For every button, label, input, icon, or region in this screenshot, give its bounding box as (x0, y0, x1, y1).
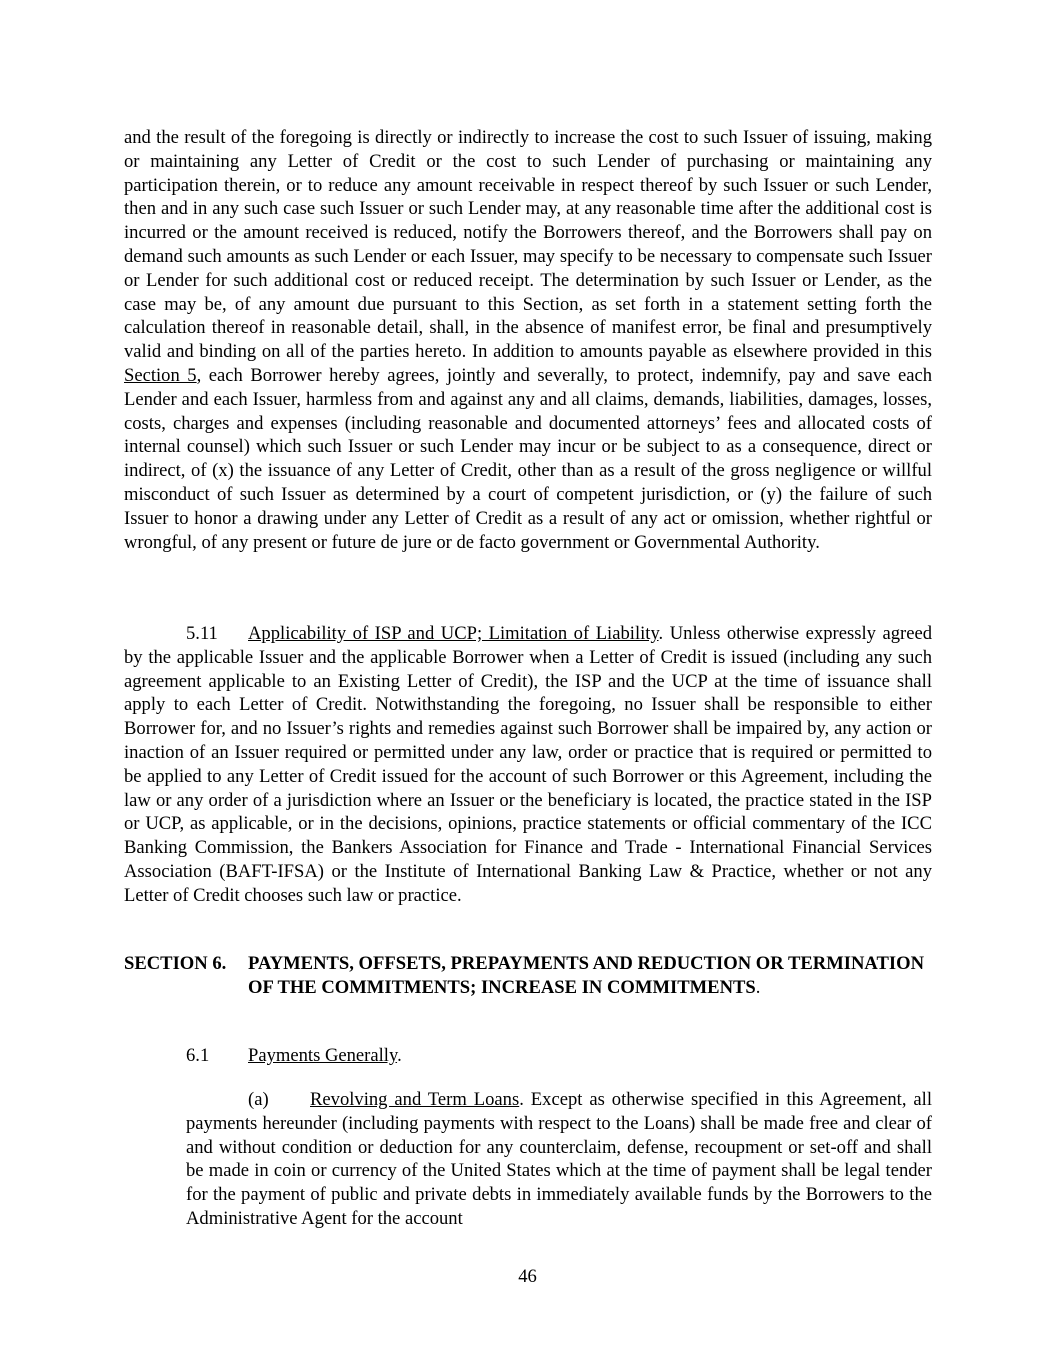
section-6-title-period: . (755, 976, 761, 998)
paragraph-text: . Except as otherwise specified in this Agreement, all payments hereunder (including payments with respect to the Loans) shall be made free and clear of and without condition or deduction for any counterclaim, defense, recoupment or set-off and shall be made in coin or currency of the United States which at the time of payment shall be legal tender for the payment of public and private debts in immediately available funds by the Borrowers to the Administrative Agent for the account (186, 1089, 932, 1229)
subheading-6-1 (186, 1044, 932, 1068)
section-5-reference: Section 5 (124, 364, 197, 386)
section-number: 5.11 (186, 623, 218, 644)
section-number: 6.1 (186, 1045, 210, 1066)
section-6-number: SECTION 6. (124, 953, 227, 974)
section-heading: Applicability of ISP and UCP; Limitation of Liability (248, 623, 659, 644)
section-6-title-text: PAYMENTS, OFFSETS, PREPAYMENTS AND REDUCTION OR TERMINATION OF THE COMMITMENTS; INCREASE IN COMMITMENTS (248, 953, 925, 998)
paragraph-6-1-a (186, 1088, 932, 1231)
section-heading: Payments Generally (248, 1045, 398, 1066)
subsection-heading: Revolving and Term Loans (310, 1089, 520, 1110)
heading-period: . (397, 1045, 402, 1066)
section-6-heading (124, 952, 932, 1000)
section-6-title (248, 952, 932, 1000)
paragraph-text: , each Borrower hereby agrees, jointly and severally, to protect, indemnify, pay and save each Lender and each Issuer, harmless from and against any and all claims, demands, liabilities, damages, losses, costs, charges and expenses (including reasonable and documented attorneys’ fees and allocated costs of internal counsel) which such Issuer or such Lender may incur or be subject to as a consequence, direct or indirect, of (x) the issuance of any Letter of Credit, other than as a result of the gross negligence or willful misconduct of such Issuer as determined by a court of competent jurisdiction, or (y) the failure of such Issuer to honor a drawing under any Letter of Credit as a result of any act or omission, whether rightful or wrongful, of any present or future de jure or de facto government or Governmental Authority. (124, 364, 932, 553)
paragraph-indemnity (124, 126, 932, 554)
paragraph-text: . Unless otherwise expressly agreed by the applicable Issuer and the applicable Borrower when a Letter of Credit is issued (including any such agreement applicable to an Existing Letter of Credit), the ISP and the UCP at the time of issuance shall apply to each Letter of Credit. Notwithstanding the foregoing, no Issuer shall be responsible to either Borrower for, and no Issuer’s rights and remedies against such Borrower shall be impaired by, any action or inaction of an Issuer required or permitted under any law, order or practice that is required or permitted to be applied to any Letter of Credit issued for the account of such Borrower or this Agreement, including the law or any order of a jurisdiction where an Issuer or the beneficiary is located, the practice stated in the ISP or UCP, as applicable, or in the decisions, opinions, practice statements or official commentary of the ICC Banking Commission, the Bankers Association for Finance and Trade - International Financial Services Association (BAFT-IFSA) or the Institute of International Banking Law & Practice, whether or not any Letter of Credit chooses such law or practice. (124, 623, 932, 906)
subsection-label: (a) (248, 1089, 269, 1110)
paragraph-5-11 (124, 622, 932, 908)
page-number: 46 (518, 1266, 537, 1287)
paragraph-text: and the result of the foregoing is directly or indirectly to increase the cost to such Issuer of issuing, making or maintaining any Letter of Credit or the cost to such Lender of purchasing or maintaining any participation therein, or to reduce any amount receivable in respect thereof by such Issuer or such Lender, then and in any such case such Issuer or such Lender may, at any reasonable time after the additional cost is incurred or the amount received is reduced, notify the Borrowers thereof, and the Borrowers shall pay on demand such amounts as such Lender or each Issuer, may specify to be necessary to compensate such Issuer or Lender for such additional cost or reduced receipt. The determination by such Issuer or Lender, as the case may be, of any amount due pursuant to this Section, as set forth in a statement setting forth the calculation thereof in reasonable detail, shall, in the absence of manifest error, be final and presumptively valid and binding on all of the parties hereto. In addition to amounts payable as elsewhere provided in this (124, 127, 932, 363)
